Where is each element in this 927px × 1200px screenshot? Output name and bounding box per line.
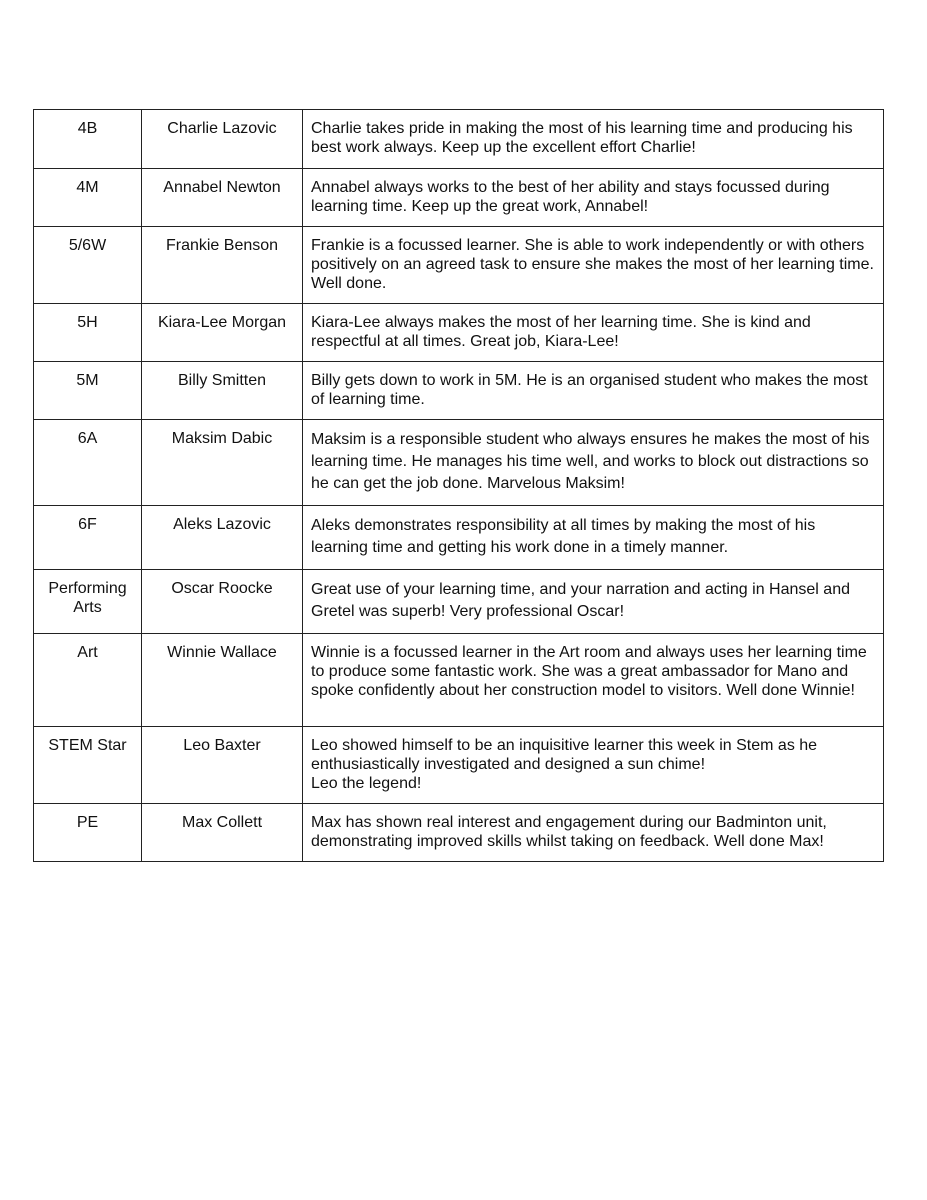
comment-cell (303, 727, 884, 804)
table-row (34, 110, 884, 169)
class-cell: PE (34, 804, 142, 862)
table-row (34, 304, 884, 362)
class-cell: Art (34, 634, 142, 727)
table-row (34, 727, 884, 804)
student-name-cell: Billy Smitten (142, 362, 303, 420)
student-name-cell: Kiara-Lee Morgan (142, 304, 303, 362)
comment-cell: Annabel always works to the best of her ability and stays focussed during learning time. Keep up the great work, Annabel! (303, 169, 884, 227)
student-name-cell: Max Collett (142, 804, 303, 862)
comment-cell: Billy gets down to work in 5M. He is an organised student who makes the most of learning time. (303, 362, 884, 420)
table-row (34, 506, 884, 570)
class-cell: 4M (34, 169, 142, 227)
comment-cell: Charlie takes pride in making the most of his learning time and producing his best work always. Keep up the excellent effort Charlie! (303, 110, 884, 169)
comment-cell: Aleks demonstrates responsibility at all times by making the most of his learning time and getting his work done in a timely manner. (303, 506, 884, 570)
class-cell: 5/6W (34, 227, 142, 304)
comment-text: Leo showed himself to be an inquisitive learner this week in Stem as he enthusiastically investigated and designed a sun chime! (311, 737, 818, 773)
class-cell: STEM Star (34, 727, 142, 804)
comment-cell: Great use of your learning time, and your narration and acting in Hansel and Gretel was superb! Very professional Oscar! (303, 570, 884, 634)
class-cell: 6F (34, 506, 142, 570)
class-cell: 6A (34, 420, 142, 506)
class-cell: Performing Arts (34, 570, 142, 634)
student-name-cell: Frankie Benson (142, 227, 303, 304)
class-cell: 5H (34, 304, 142, 362)
table-row (34, 420, 884, 506)
table-row (34, 362, 884, 420)
table-row (34, 804, 884, 862)
table-row (34, 169, 884, 227)
student-name-cell: Leo Baxter (142, 727, 303, 804)
table-row (34, 634, 884, 727)
comment-cell: Max has shown real interest and engagement during our Badminton unit, demonstrating improved skills whilst taking on feedback. Well done Max! (303, 804, 884, 862)
student-name-cell: Winnie Wallace (142, 634, 303, 727)
comment-sign-off: Leo the legend! (311, 775, 422, 792)
table-row (34, 570, 884, 634)
student-name-cell: Maksim Dabic (142, 420, 303, 506)
table-row (34, 227, 884, 304)
comment-cell: Kiara-Lee always makes the most of her learning time. She is kind and respectful at all times. Great job, Kiara-Lee! (303, 304, 884, 362)
class-cell: 4B (34, 110, 142, 169)
comment-cell: Maksim is a responsible student who always ensures he makes the most of his learning time. He manages his time well, and works to block out distractions so he can get the job done. Marvelous Maksim! (303, 420, 884, 506)
comment-cell: Frankie is a focussed learner. She is able to work independently or with others positively on an agreed task to ensure she makes the most of her learning time. Well done. (303, 227, 884, 304)
student-name-cell: Annabel Newton (142, 169, 303, 227)
student-name-cell: Oscar Roocke (142, 570, 303, 634)
student-name-cell: Charlie Lazovic (142, 110, 303, 169)
class-cell: 5M (34, 362, 142, 420)
comment-cell: Winnie is a focussed learner in the Art room and always uses her learning time to produce some fantastic work. She was a great ambassador for Mano and spoke confidently about her construction model to visitors. Well done Winnie! (303, 634, 884, 727)
awards-table (33, 109, 884, 862)
student-name-cell: Aleks Lazovic (142, 506, 303, 570)
